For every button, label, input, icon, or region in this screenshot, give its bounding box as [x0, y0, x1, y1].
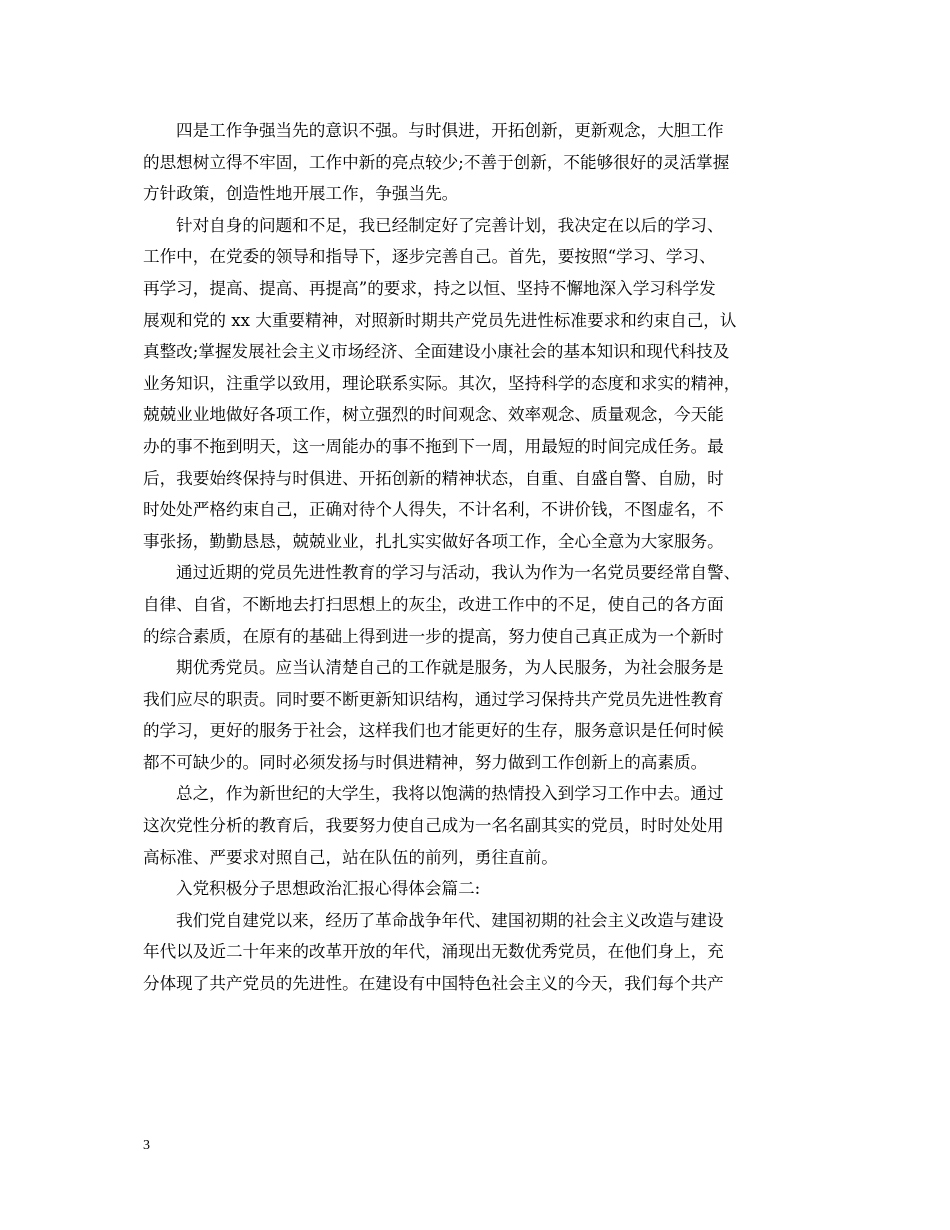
paragraph-line: 真整改;掌握发展社会主义市场经济、全面建设小康社会的基本知识和现代科技及 [143, 342, 730, 362]
paragraph-line: 事张扬，勤勤恳恳，兢兢业业，扎扎实实做好各项工作，全心全意为大家服务。 [143, 531, 724, 551]
paragraph-line: 通过近期的党员先进性教育的学习与活动，我认为作为一名党员要经常自警、 [176, 563, 741, 583]
paragraph-line: 自律、自省，不断地去打扫思想上的灰尘，改进工作中的不足，使自己的各方面 [143, 594, 724, 614]
paragraph-line: 工作中，在党委的领导和指导下，逐步完善自己。首先，要按照“学习、学习、 [143, 247, 716, 267]
page-number: 3 [143, 1138, 150, 1153]
paragraph-line: 都不可缺少的。同时必须发扬与时俱进精神，努力做到工作创新上的高素质。 [143, 752, 708, 772]
paragraph-line: 方针政策，创造性地开展工作，争强当先。 [143, 184, 459, 204]
paragraph-line: 期优秀党员。应当认清楚自己的工作就是服务，为人民服务，为社会服务是 [176, 658, 724, 678]
paragraph-line: 办的事不拖到明天，这一周能办的事不拖到下一周，用最短的时间完成任务。最 [143, 436, 724, 456]
paragraph-line: 分体现了共产党员的先进性。在建设有中国特色社会主义的今天，我们每个共产 [143, 974, 724, 994]
paragraph-line: 四是工作争强当先的意识不强。与时俱进，开拓创新，更新观念，大胆工作 [176, 121, 724, 140]
paragraph-line: 业务知识，注重学以致用，理论联系实际。其次，坚持科学的态度和求实的精神， [143, 373, 741, 393]
paragraph-line: 时处处严格约束自己，正确对待个人得失，不计名利，不讲价钱，不图虚名，不 [143, 500, 724, 520]
paragraph-line: 的思想树立得不牢固，工作中新的亮点较少;不善于创新，不能够很好的灵活掌握 [143, 152, 730, 172]
paragraph-line: 再学习，提高、提高、再提高”的要求，持之以恒、坚持不懈地深入学习科学发 [143, 278, 716, 298]
paragraph-line: 展观和党的 xx 大重要精神，对照新时期共产党员先进性标准要求和约束自己，认 [143, 310, 737, 330]
paragraph-line: 我们应尽的职责。同时要不断更新知识结构，通过学习保持共产党员先进性教育 [143, 689, 724, 709]
paragraph-line: 年代以及近二十年来的改革开放的年代，涌现出无数优秀党员，在他们身上，充 [143, 942, 724, 962]
paragraph-line: 后，我要始终保持与时俱进、开拓创新的精神状态，自重、自盛自警、自励，时 [143, 468, 724, 488]
document-body [143, 115, 823, 1000]
paragraph-line: 这次党性分析的教育后，我要努力使自己成为一名名副其实的党员，时时处处用 [143, 816, 724, 836]
paragraph-line: 兢兢业业地做好各项工作，树立强烈的时间观念、效率观念、质量观念，今天能 [143, 405, 724, 425]
section-heading: 入党积极分子思想政治汇报心得体会篇二: [176, 879, 481, 899]
paragraph-line: 总之，作为新世纪的大学生，我将以饱满的热情投入到学习工作中去。通过 [176, 784, 724, 804]
paragraph-line: 高标准、严要求对照自己，站在队伍的前列，勇往直前。 [143, 847, 558, 867]
paragraph-line: 的综合素质，在原有的基础上得到进一步的提高，努力使自己真正成为一个新时 [143, 626, 724, 646]
paragraph-line: 我们党自建党以来，经历了革命战争年代、建国初期的社会主义改造与建设 [176, 910, 724, 930]
paragraph-line: 针对自身的问题和不足，我已经制定好了完善计划，我决定在以后的学习、 [176, 215, 724, 235]
paragraph-line: 的学习，更好的服务于社会，这样我们也才能更好的生存，服务意识是任何时候 [143, 721, 724, 741]
